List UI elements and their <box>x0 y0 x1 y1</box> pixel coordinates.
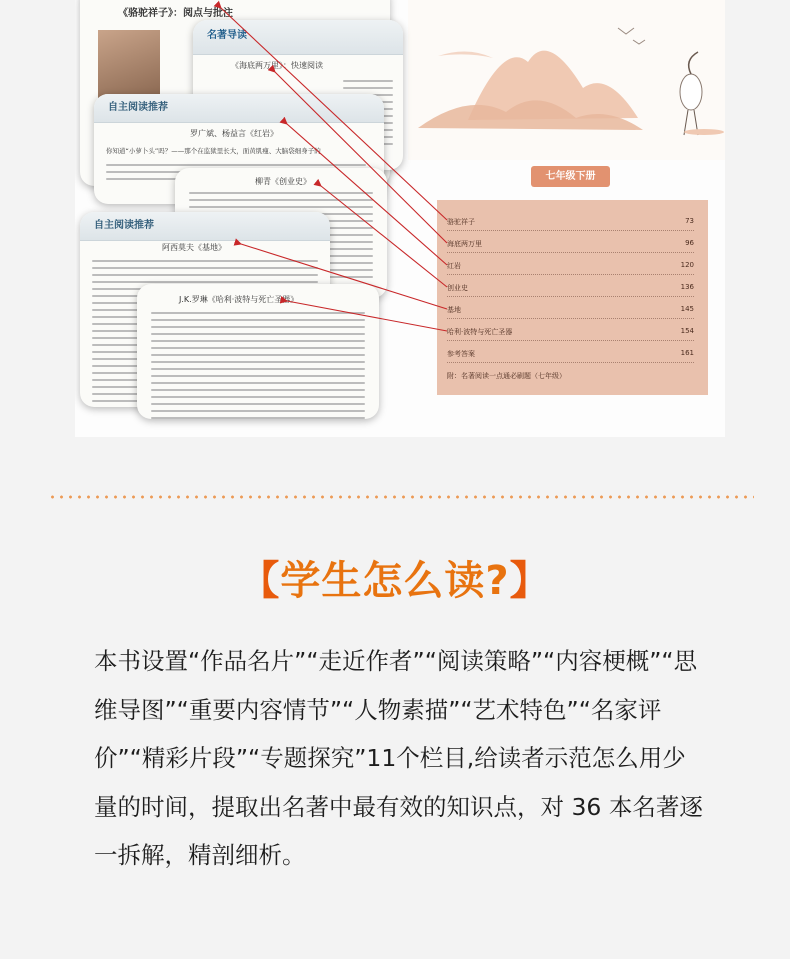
toc-title: 哈利·波特与死亡圣器 <box>447 328 513 336</box>
card-tag: 名著导读 <box>207 30 247 41</box>
toc-page: 136 <box>680 283 694 291</box>
toc-page: 120 <box>680 261 694 269</box>
toc-page: 145 <box>680 305 694 313</box>
heading-bracket-close: 】 <box>509 558 551 604</box>
toc-title: 骆驼祥子 <box>447 218 475 226</box>
card-title: 罗广斌、杨益言《红岩》 <box>190 129 278 138</box>
toc-title: 红岩 <box>447 262 461 270</box>
toc-page: 73 <box>685 217 694 225</box>
book-pages-photo <box>75 0 725 437</box>
card-tag: 自主阅读推荐 <box>108 102 168 113</box>
toc-title: 附：名著阅读一点通必刷题（七年级） <box>447 372 566 380</box>
heading-bracket-open: 【 <box>239 558 281 604</box>
section-heading <box>0 549 790 606</box>
body-paragraph: 本书设置“作品名片”“走近作者”“阅读策略”“内容梗概”“思维导图”“重要内容情节”“人物素描”“艺术特色”“名家评价”“精彩片段”“专题探究”11个栏目,给读者示范怎么用少量的时间，提取出名著中最有效的知识点，对 36 本名著逐一拆解，精剖细析。 <box>94 647 703 869</box>
toc-page: 96 <box>685 239 694 247</box>
card-title: J.K.罗琳《哈利·波特与死亡圣器》 <box>179 295 299 304</box>
link-arrows <box>75 0 725 437</box>
card-title: 《海底两万里》：快速阅读 <box>231 61 323 70</box>
card-title: 《骆驼祥子》：阅点与批注 <box>118 8 233 19</box>
toc-title: 创业史 <box>447 284 468 292</box>
heading-text: 学生怎么读? <box>280 558 510 604</box>
toc-page: 154 <box>680 327 694 335</box>
toc-title: 海底两万里 <box>447 240 482 248</box>
dotted-divider <box>48 495 754 499</box>
toc-title: 参考答案 <box>447 350 475 358</box>
card-tag: 自主阅读推荐 <box>94 220 154 231</box>
toc-page: 161 <box>680 349 694 357</box>
grade-badge: 七年级下册 <box>531 166 610 187</box>
card-title: 阿西莫夫《基地》 <box>162 243 226 252</box>
card-note: 你知道“小萝卜头”吗？——那个在监狱里长大，面黄肌瘦、大脑袋细身子的 <box>106 147 321 155</box>
card-title: 柳青《创业史》 <box>255 177 311 186</box>
toc-title: 基地 <box>447 306 461 314</box>
